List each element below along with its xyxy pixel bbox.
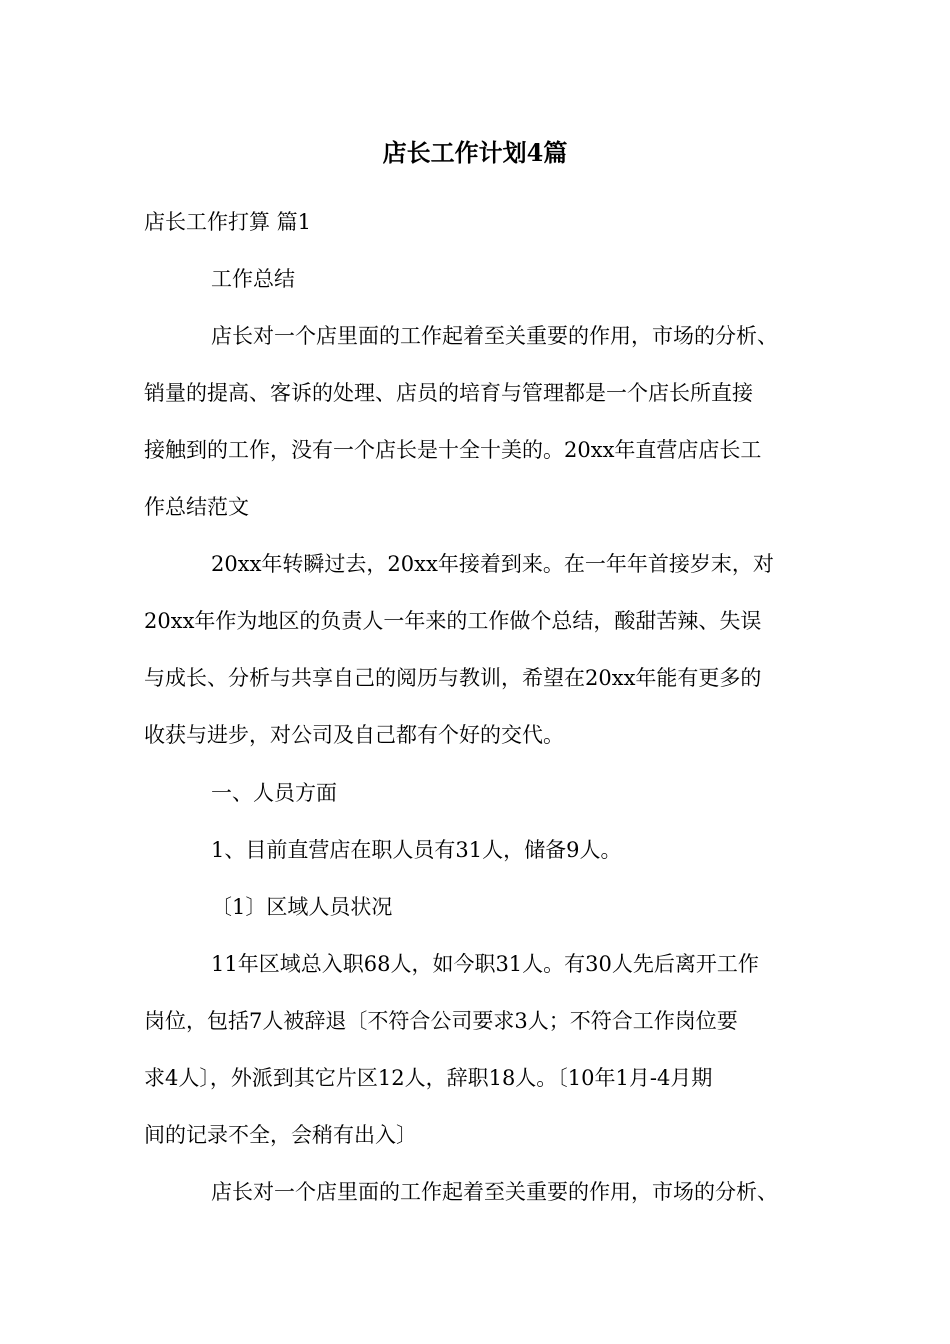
subheading: 一、人员方面: [211, 781, 337, 805]
paragraph-line: 店长对一个店里面的工作起着至关重要的作用，市场的分析、: [211, 324, 778, 348]
paragraph-line: 销量的提高、客诉的处理、店员的培育与管理都是一个店长所直接: [144, 381, 753, 405]
paragraph-line: 求4人〕，外派到其它片区12人，辞职18人。〔10年1月-4月期: [144, 1066, 713, 1090]
document-title: 店长工作计划4篇: [382, 138, 568, 167]
paragraph-line: 20xx年作为地区的负责人一年来的工作做个总结，酸甜苦辣、失误: [144, 609, 762, 633]
paragraph-line: 20xx年转瞬过去，20xx年接着到来。在一年年首接岁末，对: [211, 552, 774, 576]
subheading: 〔1〕区域人员状况: [211, 895, 393, 919]
subheading: 工作总结: [211, 267, 295, 291]
paragraph-line: 店长对一个店里面的工作起着至关重要的作用，市场的分析、: [211, 1180, 778, 1204]
paragraph-line: 岗位，包括7人被辞退〔不符合公司要求3人；不符合工作岗位要: [144, 1009, 738, 1033]
paragraph-line: 11年区域总入职68人，如今职31人。有30人先后离开工作: [211, 952, 759, 976]
paragraph-line: 1、目前直营店在职人员有31人，储备9人。: [211, 838, 622, 862]
paragraph-line: 间的记录不全，会稍有出入〕: [144, 1123, 417, 1147]
paragraph-line: 收获与进步，对公司及自己都有个好的交代。: [144, 723, 564, 747]
paragraph-line: 接触到的工作，没有一个店长是十全十美的。20xx年直营店店长工: [144, 438, 762, 462]
paragraph-line: 与成长、分析与共享自己的阅历与教训，希望在20xx年能有更多的: [144, 666, 762, 690]
paragraph-line: 作总结范文: [144, 495, 249, 519]
section-heading: 店长工作打算 篇1: [144, 210, 312, 234]
